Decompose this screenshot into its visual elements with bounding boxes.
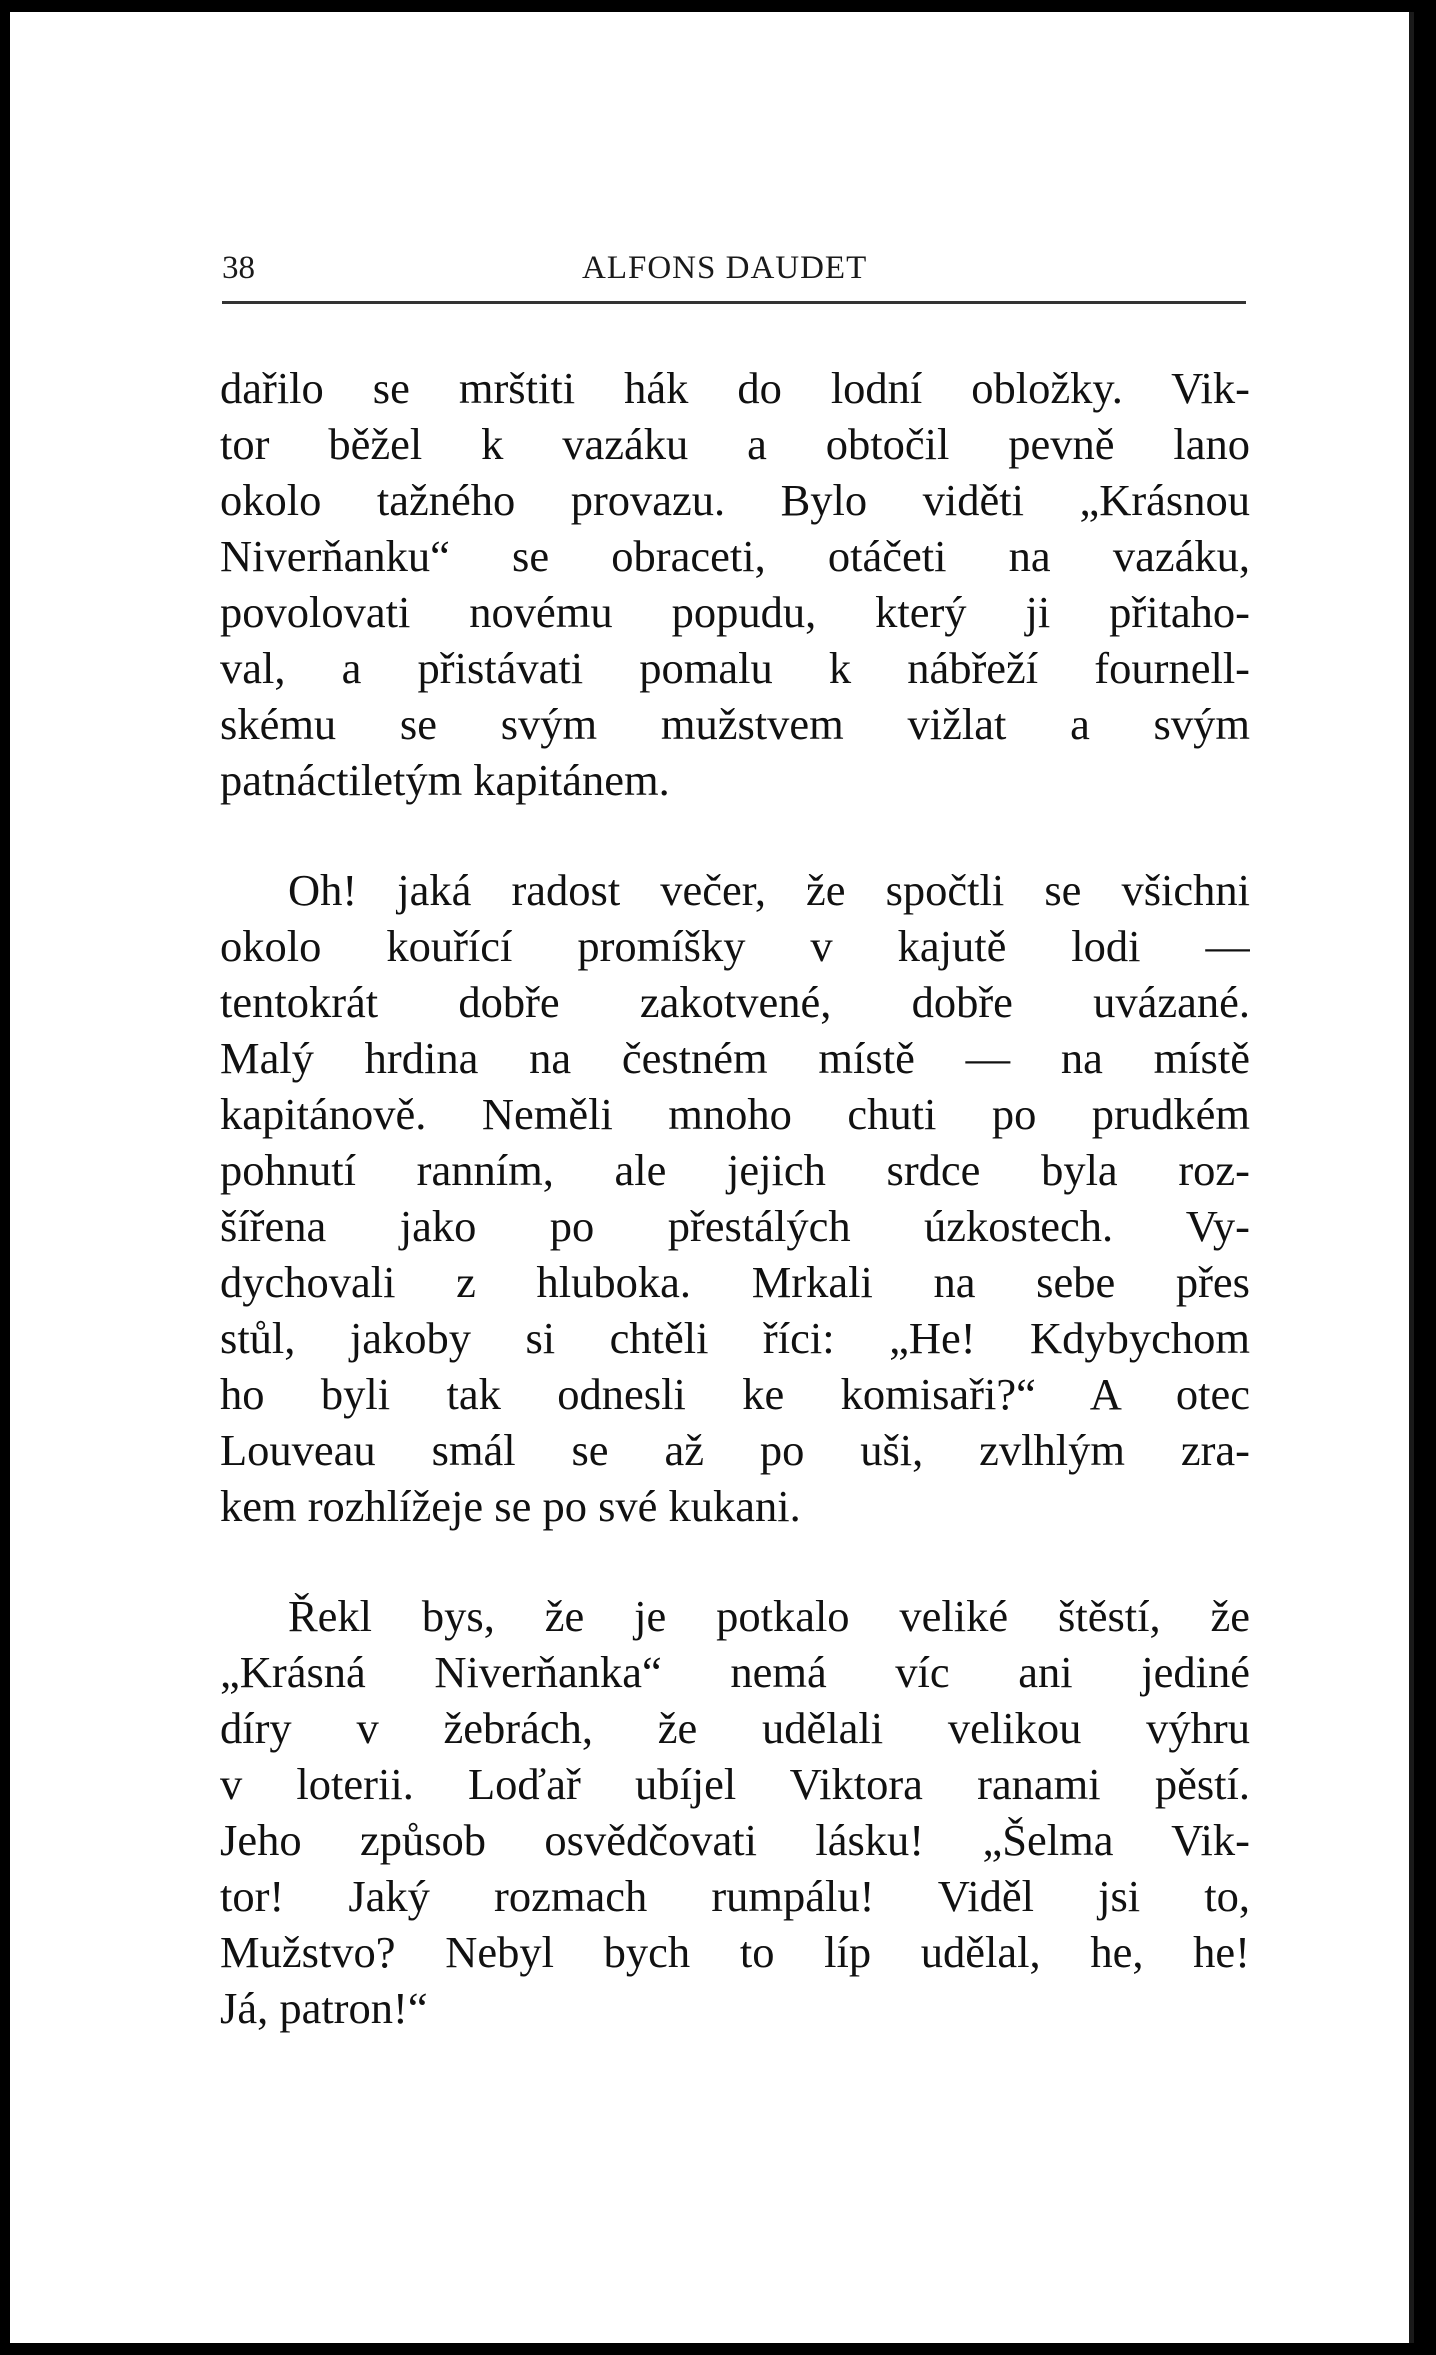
text-line: Já, patron!“ <box>220 1983 428 2033</box>
text-line: v loterii. Loďař ubíjel Viktora ranami pěstí. <box>220 1759 1250 1809</box>
text-line: stůl, jakoby si chtěli říci: „He! Kdybychom <box>220 1313 1250 1363</box>
text-line: kapitánově. Neměli mnoho chuti po prudkém <box>220 1089 1250 1139</box>
text-line: Jeho způsob osvědčovati lásku! „Šelma Vik- <box>220 1815 1250 1865</box>
paragraph-1 <box>220 360 1250 808</box>
text-line: Mužstvo? Nebyl bych to líp udělal, he, he! <box>220 1927 1250 1977</box>
text-line: Řekl bys, že je potkalo veliké štěstí, že <box>288 1591 1250 1641</box>
page-header <box>222 234 1246 294</box>
header-rule <box>222 301 1246 304</box>
text-line: tor! Jaký rozmach rumpálu! Viděl jsi to, <box>220 1871 1250 1921</box>
text-line: val, a přistávati pomalu k nábřeží fournell- <box>220 643 1250 693</box>
running-head: ALFONS DAUDET <box>582 250 868 286</box>
page-edge <box>1409 12 1414 2343</box>
text-line: šířena jako po přestálých úzkostech. Vy- <box>220 1201 1250 1251</box>
paragraph-2 <box>220 862 1250 1534</box>
text-line: Malý hrdina na čestném místě — na místě <box>220 1033 1250 1083</box>
text-line: pohnutí ranním, ale jejich srdce byla roz- <box>220 1145 1250 1195</box>
book-page <box>10 12 1414 2343</box>
text-line: skému se svým mužstvem vižlat a svým <box>220 699 1250 749</box>
text-line: Louveau smál se až po uši, zvlhlým zra- <box>220 1425 1250 1475</box>
text-line: kem rozhlížeje se po své kukani. <box>220 1481 801 1531</box>
text-line: díry v žebrách, že udělali velikou výhru <box>220 1703 1250 1753</box>
text-line: Niverňanku“ se obraceti, otáčeti na vazáku, <box>220 531 1250 581</box>
page-number: 38 <box>222 250 255 286</box>
text-line: tentokrát dobře zakotvené, dobře uvázané. <box>220 977 1250 1027</box>
text-line: okolo tažného provazu. Bylo viděti „Krásnou <box>220 475 1250 525</box>
text-line: „Krásná Niverňanka“ nemá víc ani jediné <box>220 1647 1250 1697</box>
text-line: patnáctiletým kapitánem. <box>220 755 670 805</box>
text-line: dařilo se mrštiti hák do lodní obložky. Vik- <box>220 363 1250 413</box>
text-line: povolovati novému popudu, který ji přitaho- <box>220 587 1250 637</box>
body-text <box>220 360 1250 2036</box>
text-line: tor běžel k vazáku a obtočil pevně lano <box>220 419 1250 469</box>
text-line: okolo kouřící promíšky v kajutě lodi — <box>220 921 1250 971</box>
paragraph-3 <box>220 1588 1250 2036</box>
text-line: Oh! jaká radost večer, že spočtli se všichni <box>288 865 1250 915</box>
text-line: dychovali z hluboka. Mrkali na sebe přes <box>220 1257 1250 1307</box>
text-line: ho byli tak odnesli ke komisaři?“ A otec <box>220 1369 1250 1419</box>
